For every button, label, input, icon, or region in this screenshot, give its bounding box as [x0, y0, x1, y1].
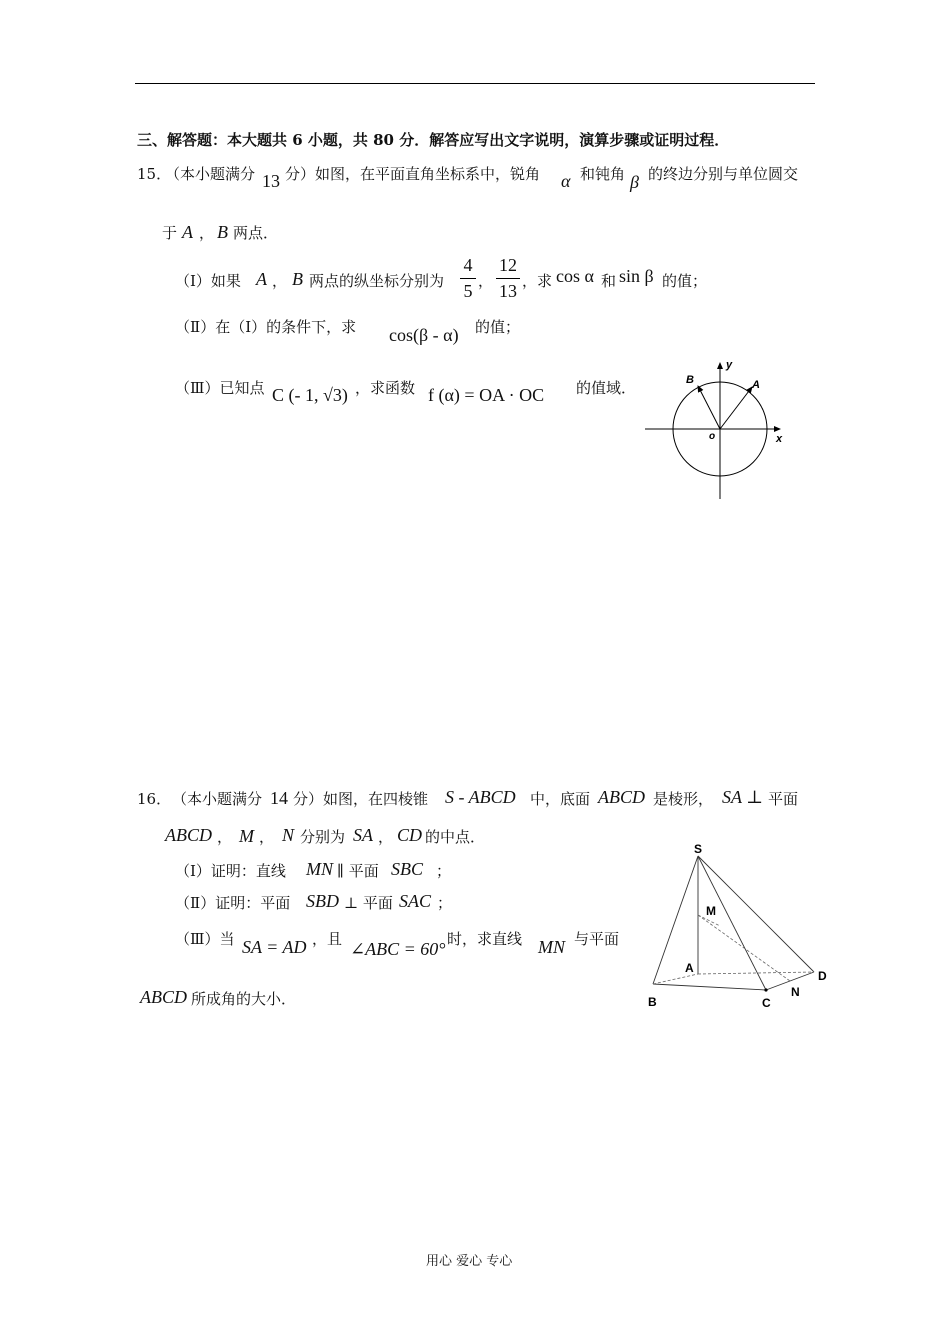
- q16-p1-line: MN: [306, 859, 333, 879]
- q15-p1-ask: ，求: [522, 272, 553, 290]
- q15-line2-a: 于: [162, 224, 178, 242]
- unit-circle-figure: [640, 355, 800, 505]
- frac1-denominator: 5: [463, 281, 473, 301]
- q16-line2-end: 的中点．: [425, 828, 486, 846]
- edge-ba-hidden: [653, 974, 698, 984]
- q16-intro-b: 分）如图，在四棱锥: [293, 790, 429, 808]
- q15-line2-b: 两点．: [233, 224, 279, 242]
- q16-p3-line2-end: 所成角的大小．: [191, 990, 297, 1008]
- q15-p2-end: 的值；: [475, 318, 521, 336]
- q15-p1-comma2: ，: [478, 272, 494, 290]
- q15-beta: β: [630, 172, 639, 192]
- q15-fraction-4-5: [460, 255, 476, 302]
- q15-p2-label: （Ⅱ）在（Ⅰ）的条件下，求: [175, 318, 357, 336]
- q15-point-a: A: [182, 222, 193, 242]
- q16-line2-sep3: ，: [378, 828, 394, 846]
- q16-line2-sep: ，: [217, 828, 233, 846]
- q16-sa: SA: [353, 825, 373, 845]
- label-o: o: [709, 431, 716, 442]
- q15-p1-mid: 两点的纵坐标分别为: [309, 272, 445, 290]
- q15-p1-end: 的值；: [662, 272, 708, 290]
- q16-intro-e: 平面: [768, 790, 799, 808]
- frac1-bar: [460, 278, 476, 279]
- label-c: C: [762, 996, 771, 1010]
- q15-p3-mid: ，求函数: [355, 379, 416, 397]
- label-m: M: [706, 904, 716, 918]
- q15-p3-func: f (α) = OA · OC: [428, 385, 545, 405]
- q16-line2-mid: 分别为: [300, 828, 346, 846]
- label-n: N: [791, 985, 800, 999]
- q16-p3-and: ，且: [312, 930, 343, 948]
- q16-p1-label: （Ⅰ）证明：直线: [175, 862, 286, 880]
- segment-mn: [698, 915, 790, 981]
- q15-intro-c: 和钝角: [580, 165, 626, 183]
- point-c-dot: [764, 988, 767, 991]
- q15-points: 13: [262, 171, 280, 191]
- q15-p1-comma: ，: [272, 272, 288, 290]
- pyramid-figure: [640, 838, 840, 1013]
- label-b: B: [686, 374, 694, 386]
- q16-intro-d: 是棱形，: [653, 790, 714, 808]
- footer-text: 用心 爱心 专心: [426, 1254, 513, 1269]
- q16-p1-mid: ∥ 平面: [337, 862, 379, 880]
- q15-intro-b: 分）如图，在平面直角坐标系中，锐角: [285, 165, 541, 183]
- edge-sc: [698, 856, 766, 990]
- q16-p2-label: （Ⅱ）证明：平面: [175, 894, 291, 912]
- q15-comma: ，: [199, 224, 215, 242]
- q16-line2-sep2: ，: [259, 828, 275, 846]
- label-x: x: [776, 433, 783, 445]
- label-d: D: [818, 969, 827, 983]
- edge-ad-hidden: [698, 972, 814, 974]
- q15-number: 15．: [137, 165, 172, 183]
- q15-p1-label: （Ⅰ）如果: [175, 272, 241, 290]
- q16-p3-end: 与平面: [574, 930, 620, 948]
- q16-p2-end: ；: [437, 894, 453, 912]
- q16-points: 14: [270, 788, 288, 808]
- label-y: y: [726, 359, 733, 371]
- q15-cos-alpha: cos α: [556, 266, 594, 286]
- q16-p2-plane1: SBD: [306, 891, 339, 911]
- q15-intro-a: （本小题满分: [165, 165, 256, 183]
- q15-intro-d: 的终边分别与单位圆交: [648, 165, 799, 183]
- q15-sin-beta: sin β: [619, 266, 654, 286]
- section-heading: 三、解答题：本大题共 6 小题，共 80 分．解答应写出文字说明，演算步骤或证明过程．: [137, 131, 730, 149]
- q16-p3-eq2: ∠ABC = 60°: [350, 939, 446, 959]
- q16-pyramid: S - ABCD: [445, 787, 516, 807]
- q16-p3-label: （Ⅲ）当: [175, 930, 235, 948]
- frac2-denominator: 13: [499, 281, 517, 301]
- q16-number: 16．: [137, 790, 172, 808]
- q16-p1-plane: SBC: [391, 859, 424, 879]
- edge-bc: [653, 984, 766, 990]
- q16-cd: CD: [397, 825, 423, 845]
- q16-p3-line: MN: [538, 937, 565, 957]
- q16-intro-c: 中，底面: [530, 790, 591, 808]
- q16-p3-line2-plane: ABCD: [140, 987, 187, 1007]
- q16-n: N: [282, 825, 295, 845]
- ray-ob: [698, 386, 720, 429]
- frac1-numerator: 4: [463, 255, 473, 275]
- edge-cd: [766, 972, 814, 990]
- q16-p3-mid: 时，求直线: [447, 930, 523, 948]
- ray-oa: [720, 387, 752, 429]
- q16-line2-plane: ABCD: [165, 825, 212, 845]
- q15-alpha: α: [561, 171, 571, 191]
- header-rule: [135, 83, 815, 84]
- q15-p2-expr: cos(β - α): [389, 325, 459, 345]
- q15-p1-a: A: [256, 269, 267, 289]
- q16-m: M: [239, 826, 254, 846]
- q15-fraction-12-13: [496, 255, 520, 302]
- q15-p1-and: 和: [601, 272, 617, 290]
- label-s: S: [694, 842, 703, 856]
- q16-p2-mid: ⊥ 平面: [344, 894, 393, 912]
- frac2-bar: [496, 278, 520, 279]
- q15-point-b: B: [217, 222, 228, 242]
- q16-p1-end: ；: [436, 862, 452, 880]
- label-a: A: [685, 961, 694, 975]
- q16-perp: SA ⊥: [722, 787, 764, 807]
- q16-p2-plane2: SAC: [399, 891, 432, 911]
- q15-p1-b: B: [292, 269, 303, 289]
- q15-p3-end: 的值域．: [576, 379, 637, 397]
- q15-p3-point: C (- 1, √3): [272, 385, 348, 405]
- label-a: A: [752, 379, 760, 391]
- q15-p3-label: （Ⅲ）已知点: [175, 379, 265, 397]
- frac2-numerator: 12: [499, 255, 517, 275]
- label-b: B: [648, 995, 657, 1009]
- q16-p3-eq1: SA = AD: [242, 937, 307, 957]
- q16-intro-a: （本小题满分: [172, 790, 263, 808]
- q16-base: ABCD: [598, 787, 645, 807]
